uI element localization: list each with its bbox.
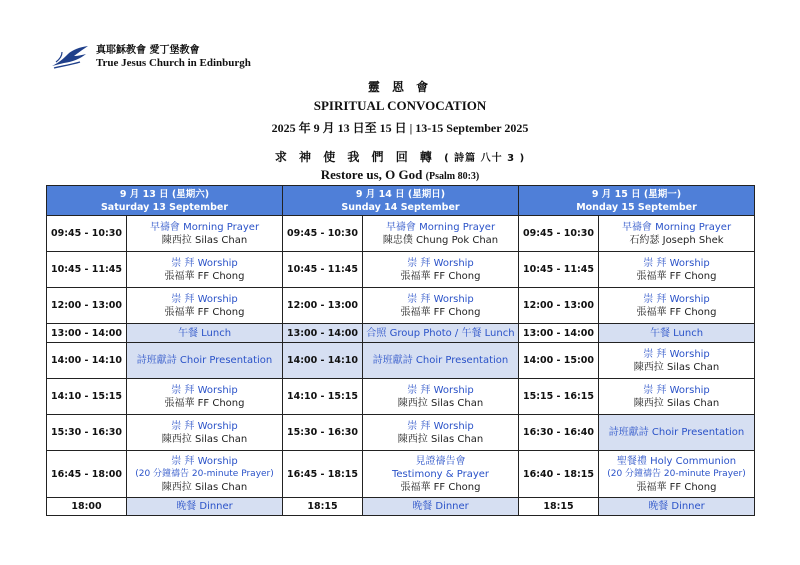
event-cell [599,498,755,516]
speaker-name: 陳忠僕 Chung Pok Chan [382,234,499,246]
time-cell: 14:00 - 14:10 [283,343,363,379]
event-title: 晚餐 Dinner [648,501,705,512]
speaker-name: 陳西拉 Silas Chan [633,397,720,409]
event-cell [363,415,519,451]
event-cell [127,216,283,252]
event-title: 崇 拜 Worship [171,384,238,396]
event-title: 聖餐禮 Holy Communion [616,455,737,467]
schedule-row [47,451,755,498]
event-subtitle: (20 分鐘禱告 20-minute Prayer) [135,468,274,479]
event-dates: 2025 年 9 月 13 日至 15 日 | 13-15 September 2025 [271,121,529,135]
event-title: 午餐 Lunch [649,327,704,339]
event-subtitle: (20 分鐘禱告 20-minute Prayer) [607,468,746,479]
speaker-name: 陳西拉 Silas Chan [397,433,484,445]
speaker-name: 張福華 FF Chong [636,481,717,493]
event-title: 早禱會 Morning Prayer [385,221,496,233]
time-cell: 10:45 - 11:45 [47,252,127,288]
speaker-name: 陳西拉 Silas Chan [397,397,484,409]
schedule-row [47,252,755,288]
speaker-name: 陳西拉 Silas Chan [161,234,248,246]
day-en: Saturday 13 September [100,201,229,213]
event-cell [599,343,755,379]
event-title: 崇 拜 Worship [643,257,710,269]
event-cell [599,324,755,343]
day-zh: 9 月 15 日 (星期一) [591,188,682,200]
event-title: 崇 拜 Worship [171,420,238,432]
time-cell: 15:30 - 16:30 [283,415,363,451]
day-en: Monday 15 September [576,201,697,213]
event-title: 早禱會 Morning Prayer [621,221,732,233]
time-cell: 14:00 - 14:10 [47,343,127,379]
time-cell: 15:30 - 16:30 [47,415,127,451]
schedule-row [47,324,755,343]
event-title: 詩班獻詩 Choir Presentation [608,427,745,438]
speaker-name: 石約瑟 Joseph Shek [629,234,724,246]
day-header [519,186,755,216]
event-cell [599,379,755,415]
event-title: 崇 拜 Worship [643,348,710,360]
day-header-row [47,186,755,216]
event-title: 詩班獻詩 Choir Presentation [372,355,509,366]
org-name-en: True Jesus Church in Edinburgh [96,57,251,69]
speaker-name: 張福華 FF Chong [400,481,481,493]
theme-text-en: Restore us, O God [320,167,423,182]
time-cell: 16:40 - 18:15 [519,451,599,498]
event-cell [127,451,283,498]
theme-ref-en: (Psalm 80:3) [425,171,480,182]
time-cell: 12:00 - 13:00 [519,288,599,324]
schedule-table [46,185,755,516]
time-cell: 09:45 - 10:30 [47,216,127,252]
day-zh: 9 月 14 日 (星期日) [355,188,446,200]
event-cell [363,288,519,324]
event-title: 崇 拜 Worship [643,384,710,396]
theme-ref-zh: ( 詩篇 八十 3 ) [444,153,526,164]
time-cell: 14:00 - 15:00 [519,343,599,379]
schedule-row [47,343,755,379]
speaker-name: 張福華 FF Chong [400,270,481,282]
event-title: 午餐 Lunch [177,327,232,339]
theme-zh [0,148,800,165]
event-title: 崇 拜 Worship [407,384,474,396]
time-cell: 15:15 - 16:15 [519,379,599,415]
time-cell: 14:10 - 15:15 [283,379,363,415]
event-cell [599,216,755,252]
event-cell [127,288,283,324]
speaker-name: 陳西拉 Silas Chan [161,433,248,445]
org-name-zh: 真耶穌教會 愛丁堡教會 [96,45,200,56]
title-en: SPIRITUAL CONVOCATION [313,98,487,113]
day-zh: 9 月 13 日 (星期六) [119,188,210,200]
time-cell: 16:30 - 16:40 [519,415,599,451]
theme-en [0,167,800,183]
event-cell [599,288,755,324]
schedule-row [47,216,755,252]
event-title: 崇 拜 Worship [171,293,238,305]
event-cell [127,415,283,451]
event-title: 合照 Group Photo / 午餐 Lunch [366,327,515,339]
dove-logo-icon [50,44,90,70]
theme-text-zh: 求 神 使 我 們 回 轉 [274,150,436,164]
day-header [283,186,519,216]
event-title: 崇 拜 Worship [407,293,474,305]
speaker-name: 張福華 FF Chong [164,270,245,282]
speaker-name: 張福華 FF Chong [400,306,481,318]
time-cell: 18:15 [519,498,599,516]
event-title: 崇 拜 Worship [643,293,710,305]
event-title: 崇 拜 Worship [171,455,238,467]
event-cell [127,252,283,288]
speaker-name: 陳西拉 Silas Chan [633,361,720,373]
event-cell [127,324,283,343]
event-title: 晚餐 Dinner [176,501,233,512]
event-cell [363,379,519,415]
time-cell: 12:00 - 13:00 [283,288,363,324]
time-cell: 09:45 - 10:30 [283,216,363,252]
time-cell: 10:45 - 11:45 [283,252,363,288]
time-cell: 14:10 - 15:15 [47,379,127,415]
event-title: 崇 拜 Worship [407,420,474,432]
event-cell [363,343,519,379]
speaker-name: 陳西拉 Silas Chan [161,481,248,493]
event-cell [127,379,283,415]
event-cell [363,451,519,498]
event-title: 晚餐 Dinner [412,501,469,512]
time-cell: 13:00 - 14:00 [283,324,363,343]
event-subtitle: Testimony & Prayer [391,468,490,480]
event-title: 崇 拜 Worship [171,257,238,269]
event-title: 早禱會 Morning Prayer [149,221,260,233]
time-cell: 16:45 - 18:00 [47,451,127,498]
schedule-row [47,415,755,451]
speaker-name: 張福華 FF Chong [636,306,717,318]
schedule-row [47,498,755,516]
time-cell: 13:00 - 14:00 [519,324,599,343]
event-cell [127,498,283,516]
time-cell: 10:45 - 11:45 [519,252,599,288]
schedule-row [47,288,755,324]
time-cell: 09:45 - 10:30 [519,216,599,252]
event-cell [363,216,519,252]
speaker-name: 張福華 FF Chong [164,397,245,409]
time-cell: 12:00 - 13:00 [47,288,127,324]
event-cell [599,252,755,288]
event-title: 詩班獻詩 Choir Presentation [136,355,273,366]
event-cell [363,324,519,343]
day-en: Sunday 14 September [341,201,460,213]
time-cell: 18:00 [47,498,127,516]
event-cell [363,252,519,288]
speaker-name: 張福華 FF Chong [164,306,245,318]
event-cell [363,498,519,516]
title-zh: 靈 恩 會 [367,80,433,94]
schedule-row [47,379,755,415]
event-title: 崇 拜 Worship [407,257,474,269]
time-cell: 18:15 [283,498,363,516]
event-cell [127,343,283,379]
time-cell: 16:45 - 18:15 [283,451,363,498]
day-header [47,186,283,216]
time-cell: 13:00 - 14:00 [47,324,127,343]
event-cell [599,415,755,451]
event-title: 見證禱告會 [415,455,466,467]
speaker-name: 張福華 FF Chong [636,270,717,282]
event-cell [599,451,755,498]
